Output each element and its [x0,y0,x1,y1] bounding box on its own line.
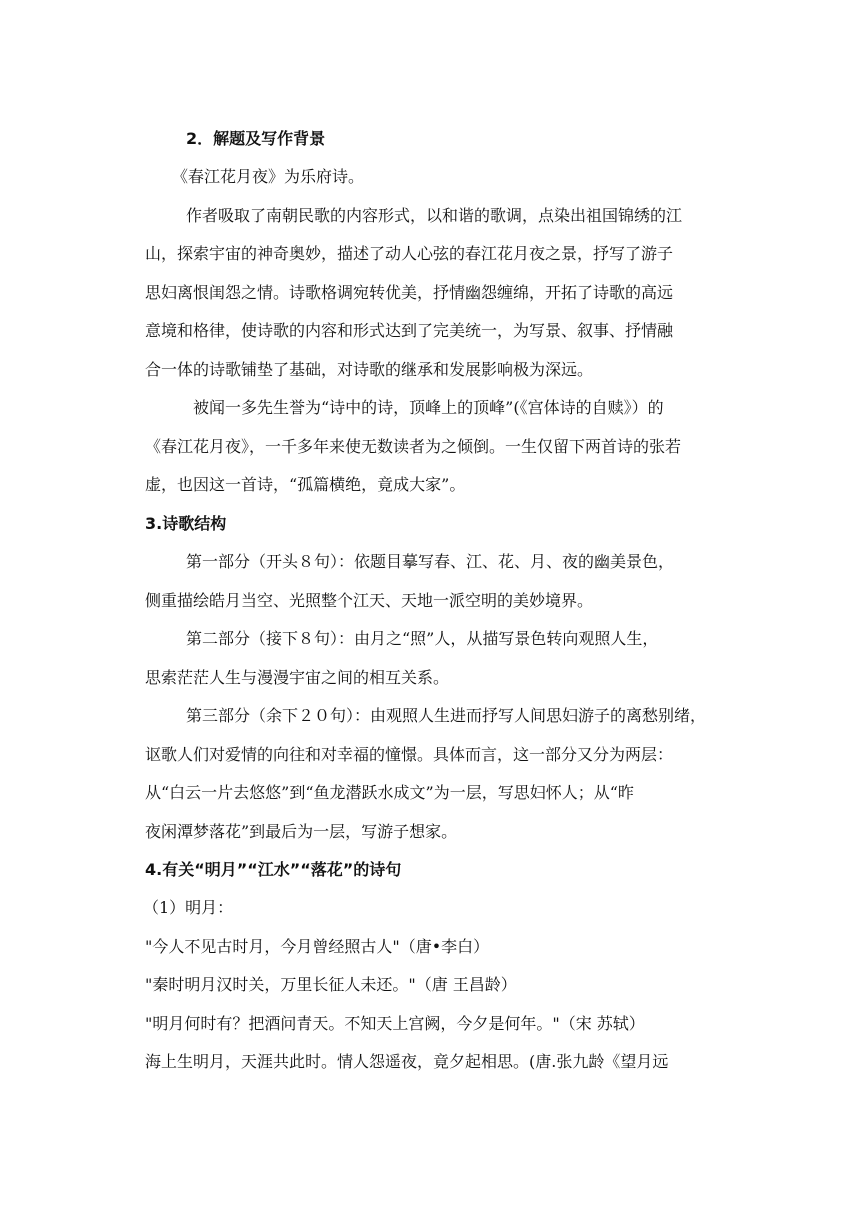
section2-p1: 《春江花月夜》为乐府诗。 [172,167,365,186]
section2-p2-line: 山，探索宇宙的神奇奥妙，描述了动人心弦的春江花月夜之景，抒写了游子 [145,244,674,263]
poem-quote: "今人不见古时月，今月曾经照古人"（唐•李白） [145,937,490,956]
section3-part2-line: 思索茫茫人生与漫漫宇宙之间的相互关系。 [145,668,450,687]
section2-p2-line: 思妇离恨闺怨之情。诗歌格调宛转优美，抒情幽怨缠绵，开拓了诗歌的高远 [145,283,674,302]
section3-part1-line: 第一部分（开头８句）：依题目摹写春、江、花、月、夜的幽美景色， [186,552,675,571]
section2-p3-line: 被闻一多先生誉为“诗中的诗，顶峰上的顶峰”(《宫体诗的自赎》）的 [193,398,664,417]
section3-heading: 3.诗歌结构 [145,514,227,533]
section3-part3-line: 从“白云一片去悠悠”到“鱼龙潜跃水成文”为一层，写思妇怀人；从“昨 [145,783,634,802]
section2-p3-line: 虚，也因这一首诗，“孤篇横绝，竟成大家”。 [145,475,466,494]
section3-part2-line: 第二部分（接下８句）：由月之“照”人，从描写景色转向观照人生， [186,629,659,648]
section4-heading: 4.有关“明月”“江水”“落花”的诗句 [145,860,402,879]
section2-heading: 2．解题及写作背景 [186,129,326,148]
section3-part3-line: 第三部分（余下２０句）：由观照人生进而抒写人间思妇游子的离愁别绪， [186,706,707,725]
section4-sub-heading: （1）明月： [143,898,234,917]
poem-quote: 海上生明月，天涯共此时。情人怨遥夜，竟夕起相思。(唐.张九龄《望月远 [145,1052,669,1071]
section3-part3-line: 讴歌人们对爱情的向往和对幸福的憧憬。具体而言，这一部分又分为两层： [145,745,674,764]
section2-p2-line: 作者吸取了南朝民歌的内容形式，以和谐的歌调，点染出祖国锦绣的江 [186,206,683,225]
section2-p3-line: 《春江花月夜》，一千多年来使无数读者为之倾倒。一生仅留下两首诗的张若 [145,437,682,456]
section3-part3-line: 夜闲潭梦落花”到最后为一层，写游子想家。 [145,822,458,841]
poem-quote: "秦时明月汉时关，万里长征人未还。"（唐 王昌龄） [145,975,517,994]
poem-quote: "明月何时有？把酒问青天。不知天上宫阙，今夕是何年。"（宋 苏轼） [145,1014,645,1033]
section3-part1-line: 侧重描绘皓月当空、光照整个江天、天地一派空明的美妙境界。 [145,591,594,610]
section2-p2-line: 意境和格律，使诗歌的内容和形式达到了完美统一，为写景、叙事、抒情融 [145,321,674,340]
section2-p2-line: 合一体的诗歌铺垫了基础，对诗歌的继承和发展影响极为深远。 [145,360,594,379]
